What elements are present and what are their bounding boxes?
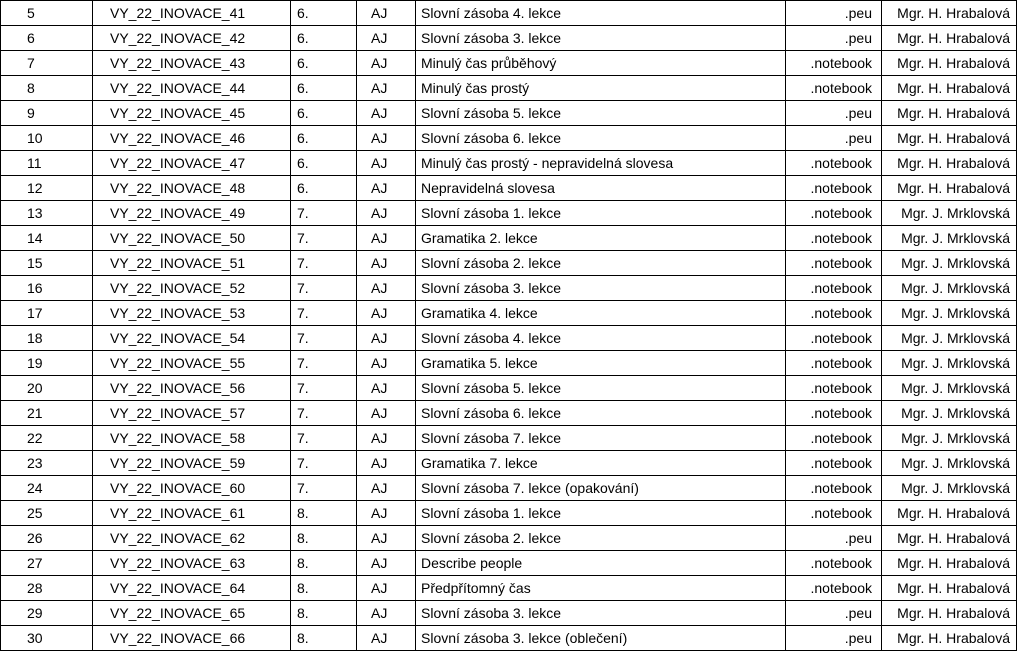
author-cell: Mgr. H. Hrabalová bbox=[882, 526, 1017, 551]
table-row bbox=[1, 526, 1017, 551]
row-number-cell: 29 bbox=[1, 601, 93, 626]
author-cell: Mgr. H. Hrabalová bbox=[882, 551, 1017, 576]
topic-cell: Předpřítomný čas bbox=[416, 576, 786, 601]
grade-cell: 7. bbox=[291, 376, 357, 401]
row-number-cell: 16 bbox=[1, 276, 93, 301]
table-row bbox=[1, 276, 1017, 301]
author-cell: Mgr. H. Hrabalová bbox=[882, 151, 1017, 176]
table-row bbox=[1, 201, 1017, 226]
material-code-cell: VY_22_INOVACE_62 bbox=[93, 526, 291, 551]
material-code-cell: VY_22_INOVACE_53 bbox=[93, 301, 291, 326]
table-row bbox=[1, 301, 1017, 326]
author-cell: Mgr. J. Mrklovská bbox=[882, 301, 1017, 326]
author-cell: Mgr. H. Hrabalová bbox=[882, 101, 1017, 126]
row-number-cell: 30 bbox=[1, 626, 93, 651]
subject-cell: AJ bbox=[357, 401, 416, 426]
topic-cell: Slovní zásoba 4. lekce bbox=[416, 1, 786, 26]
grade-cell: 7. bbox=[291, 476, 357, 501]
row-number-cell: 21 bbox=[1, 401, 93, 426]
file-format-cell: .notebook bbox=[786, 576, 882, 601]
author-cell: Mgr. H. Hrabalová bbox=[882, 51, 1017, 76]
table-row bbox=[1, 401, 1017, 426]
author-cell: Mgr. J. Mrklovská bbox=[882, 476, 1017, 501]
author-cell: Mgr. H. Hrabalová bbox=[882, 576, 1017, 601]
file-format-cell: .notebook bbox=[786, 176, 882, 201]
grade-cell: 7. bbox=[291, 276, 357, 301]
grade-cell: 8. bbox=[291, 501, 357, 526]
material-code-cell: VY_22_INOVACE_50 bbox=[93, 226, 291, 251]
subject-cell: AJ bbox=[357, 76, 416, 101]
grade-cell: 6. bbox=[291, 126, 357, 151]
subject-cell: AJ bbox=[357, 51, 416, 76]
file-format-cell: .peu bbox=[786, 526, 882, 551]
row-number-cell: 14 bbox=[1, 226, 93, 251]
grade-cell: 7. bbox=[291, 226, 357, 251]
topic-cell: Slovní zásoba 3. lekce (oblečení) bbox=[416, 626, 786, 651]
table-row bbox=[1, 76, 1017, 101]
grade-cell: 6. bbox=[291, 51, 357, 76]
file-format-cell: .peu bbox=[786, 126, 882, 151]
subject-cell: AJ bbox=[357, 426, 416, 451]
material-code-cell: VY_22_INOVACE_66 bbox=[93, 626, 291, 651]
subject-cell: AJ bbox=[357, 126, 416, 151]
material-code-cell: VY_22_INOVACE_58 bbox=[93, 426, 291, 451]
material-code-cell: VY_22_INOVACE_63 bbox=[93, 551, 291, 576]
table-row bbox=[1, 351, 1017, 376]
grade-cell: 8. bbox=[291, 626, 357, 651]
topic-cell: Minulý čas prostý - nepravidelná slovesa bbox=[416, 151, 786, 176]
material-code-cell: VY_22_INOVACE_59 bbox=[93, 451, 291, 476]
author-cell: Mgr. H. Hrabalová bbox=[882, 26, 1017, 51]
author-cell: Mgr. J. Mrklovská bbox=[882, 276, 1017, 301]
material-code-cell: VY_22_INOVACE_54 bbox=[93, 326, 291, 351]
row-number-cell: 8 bbox=[1, 76, 93, 101]
file-format-cell: .notebook bbox=[786, 401, 882, 426]
material-code-cell: VY_22_INOVACE_47 bbox=[93, 151, 291, 176]
table-row bbox=[1, 426, 1017, 451]
row-number-cell: 10 bbox=[1, 126, 93, 151]
topic-cell: Gramatika 4. lekce bbox=[416, 301, 786, 326]
material-code-cell: VY_22_INOVACE_46 bbox=[93, 126, 291, 151]
file-format-cell: .notebook bbox=[786, 151, 882, 176]
subject-cell: AJ bbox=[357, 451, 416, 476]
topic-cell: Describe people bbox=[416, 551, 786, 576]
material-code-cell: VY_22_INOVACE_60 bbox=[93, 476, 291, 501]
grade-cell: 6. bbox=[291, 76, 357, 101]
file-format-cell: .peu bbox=[786, 101, 882, 126]
file-format-cell: .notebook bbox=[786, 351, 882, 376]
author-cell: Mgr. J. Mrklovská bbox=[882, 226, 1017, 251]
author-cell: Mgr. H. Hrabalová bbox=[882, 126, 1017, 151]
topic-cell: Minulý čas prostý bbox=[416, 76, 786, 101]
author-cell: Mgr. H. Hrabalová bbox=[882, 1, 1017, 26]
topic-cell: Slovní zásoba 7. lekce (opakování) bbox=[416, 476, 786, 501]
file-format-cell: .notebook bbox=[786, 76, 882, 101]
material-code-cell: VY_22_INOVACE_44 bbox=[93, 76, 291, 101]
material-code-cell: VY_22_INOVACE_61 bbox=[93, 501, 291, 526]
subject-cell: AJ bbox=[357, 151, 416, 176]
topic-cell: Slovní zásoba 2. lekce bbox=[416, 526, 786, 551]
grade-cell: 6. bbox=[291, 151, 357, 176]
topic-cell: Slovní zásoba 1. lekce bbox=[416, 501, 786, 526]
file-format-cell: .peu bbox=[786, 601, 882, 626]
subject-cell: AJ bbox=[357, 376, 416, 401]
row-number-cell: 7 bbox=[1, 51, 93, 76]
row-number-cell: 28 bbox=[1, 576, 93, 601]
author-cell: Mgr. H. Hrabalová bbox=[882, 76, 1017, 101]
file-format-cell: .notebook bbox=[786, 201, 882, 226]
grade-cell: 7. bbox=[291, 426, 357, 451]
subject-cell: AJ bbox=[357, 526, 416, 551]
subject-cell: AJ bbox=[357, 551, 416, 576]
grade-cell: 8. bbox=[291, 576, 357, 601]
material-code-cell: VY_22_INOVACE_51 bbox=[93, 251, 291, 276]
file-format-cell: .notebook bbox=[786, 551, 882, 576]
row-number-cell: 12 bbox=[1, 176, 93, 201]
table-row bbox=[1, 451, 1017, 476]
author-cell: Mgr. H. Hrabalová bbox=[882, 601, 1017, 626]
topic-cell: Slovní zásoba 4. lekce bbox=[416, 326, 786, 351]
author-cell: Mgr. J. Mrklovská bbox=[882, 401, 1017, 426]
row-number-cell: 5 bbox=[1, 1, 93, 26]
grade-cell: 6. bbox=[291, 101, 357, 126]
row-number-cell: 15 bbox=[1, 251, 93, 276]
grade-cell: 7. bbox=[291, 326, 357, 351]
grade-cell: 8. bbox=[291, 526, 357, 551]
table-row bbox=[1, 601, 1017, 626]
material-code-cell: VY_22_INOVACE_48 bbox=[93, 176, 291, 201]
author-cell: Mgr. J. Mrklovská bbox=[882, 326, 1017, 351]
table-row bbox=[1, 476, 1017, 501]
grade-cell: 6. bbox=[291, 1, 357, 26]
file-format-cell: .notebook bbox=[786, 501, 882, 526]
topic-cell: Gramatika 7. lekce bbox=[416, 451, 786, 476]
topic-cell: Slovní zásoba 7. lekce bbox=[416, 426, 786, 451]
file-format-cell: .peu bbox=[786, 26, 882, 51]
row-number-cell: 17 bbox=[1, 301, 93, 326]
grade-cell: 7. bbox=[291, 251, 357, 276]
material-code-cell: VY_22_INOVACE_55 bbox=[93, 351, 291, 376]
file-format-cell: .notebook bbox=[786, 251, 882, 276]
file-format-cell: .peu bbox=[786, 626, 882, 651]
grade-cell: 7. bbox=[291, 351, 357, 376]
row-number-cell: 13 bbox=[1, 201, 93, 226]
row-number-cell: 20 bbox=[1, 376, 93, 401]
subject-cell: AJ bbox=[357, 351, 416, 376]
grade-cell: 8. bbox=[291, 601, 357, 626]
file-format-cell: .peu bbox=[786, 1, 882, 26]
author-cell: Mgr. J. Mrklovská bbox=[882, 251, 1017, 276]
author-cell: Mgr. J. Mrklovská bbox=[882, 451, 1017, 476]
subject-cell: AJ bbox=[357, 626, 416, 651]
row-number-cell: 26 bbox=[1, 526, 93, 551]
subject-cell: AJ bbox=[357, 601, 416, 626]
table-row bbox=[1, 251, 1017, 276]
topic-cell: Slovní zásoba 3. lekce bbox=[416, 276, 786, 301]
row-number-cell: 9 bbox=[1, 101, 93, 126]
subject-cell: AJ bbox=[357, 501, 416, 526]
grade-cell: 6. bbox=[291, 26, 357, 51]
table-row bbox=[1, 501, 1017, 526]
author-cell: Mgr. J. Mrklovská bbox=[882, 351, 1017, 376]
file-format-cell: .notebook bbox=[786, 451, 882, 476]
topic-cell: Gramatika 2. lekce bbox=[416, 226, 786, 251]
material-code-cell: VY_22_INOVACE_64 bbox=[93, 576, 291, 601]
topic-cell: Slovní zásoba 5. lekce bbox=[416, 101, 786, 126]
material-code-cell: VY_22_INOVACE_56 bbox=[93, 376, 291, 401]
row-number-cell: 18 bbox=[1, 326, 93, 351]
subject-cell: AJ bbox=[357, 476, 416, 501]
subject-cell: AJ bbox=[357, 326, 416, 351]
row-number-cell: 27 bbox=[1, 551, 93, 576]
subject-cell: AJ bbox=[357, 226, 416, 251]
material-code-cell: VY_22_INOVACE_65 bbox=[93, 601, 291, 626]
file-format-cell: .notebook bbox=[786, 476, 882, 501]
table-row bbox=[1, 576, 1017, 601]
file-format-cell: .notebook bbox=[786, 51, 882, 76]
table-row bbox=[1, 551, 1017, 576]
file-format-cell: .notebook bbox=[786, 301, 882, 326]
subject-cell: AJ bbox=[357, 201, 416, 226]
table-body bbox=[1, 1, 1017, 651]
grade-cell: 7. bbox=[291, 301, 357, 326]
table-row bbox=[1, 326, 1017, 351]
material-code-cell: VY_22_INOVACE_43 bbox=[93, 51, 291, 76]
material-code-cell: VY_22_INOVACE_42 bbox=[93, 26, 291, 51]
material-code-cell: VY_22_INOVACE_45 bbox=[93, 101, 291, 126]
subject-cell: AJ bbox=[357, 251, 416, 276]
table-row bbox=[1, 26, 1017, 51]
topic-cell: Slovní zásoba 5. lekce bbox=[416, 376, 786, 401]
table-row bbox=[1, 1, 1017, 26]
subject-cell: AJ bbox=[357, 1, 416, 26]
file-format-cell: .notebook bbox=[786, 276, 882, 301]
material-code-cell: VY_22_INOVACE_57 bbox=[93, 401, 291, 426]
material-code-cell: VY_22_INOVACE_52 bbox=[93, 276, 291, 301]
row-number-cell: 11 bbox=[1, 151, 93, 176]
grade-cell: 7. bbox=[291, 451, 357, 476]
file-format-cell: .notebook bbox=[786, 326, 882, 351]
table-row bbox=[1, 101, 1017, 126]
author-cell: Mgr. J. Mrklovská bbox=[882, 426, 1017, 451]
file-format-cell: .notebook bbox=[786, 226, 882, 251]
grade-cell: 8. bbox=[291, 551, 357, 576]
subject-cell: AJ bbox=[357, 276, 416, 301]
subject-cell: AJ bbox=[357, 101, 416, 126]
row-number-cell: 24 bbox=[1, 476, 93, 501]
material-code-cell: VY_22_INOVACE_41 bbox=[93, 1, 291, 26]
material-code-cell: VY_22_INOVACE_49 bbox=[93, 201, 291, 226]
grade-cell: 6. bbox=[291, 176, 357, 201]
author-cell: Mgr. J. Mrklovská bbox=[882, 201, 1017, 226]
subject-cell: AJ bbox=[357, 301, 416, 326]
topic-cell: Slovní zásoba 1. lekce bbox=[416, 201, 786, 226]
author-cell: Mgr. H. Hrabalová bbox=[882, 626, 1017, 651]
table-row bbox=[1, 151, 1017, 176]
topic-cell: Slovní zásoba 3. lekce bbox=[416, 26, 786, 51]
file-format-cell: .notebook bbox=[786, 426, 882, 451]
table-row bbox=[1, 226, 1017, 251]
row-number-cell: 25 bbox=[1, 501, 93, 526]
subject-cell: AJ bbox=[357, 176, 416, 201]
row-number-cell: 22 bbox=[1, 426, 93, 451]
subject-cell: AJ bbox=[357, 576, 416, 601]
row-number-cell: 23 bbox=[1, 451, 93, 476]
topic-cell: Slovní zásoba 6. lekce bbox=[416, 401, 786, 426]
topic-cell: Slovní zásoba 6. lekce bbox=[416, 126, 786, 151]
author-cell: Mgr. J. Mrklovská bbox=[882, 376, 1017, 401]
table-row bbox=[1, 176, 1017, 201]
author-cell: Mgr. H. Hrabalová bbox=[882, 176, 1017, 201]
row-number-cell: 6 bbox=[1, 26, 93, 51]
topic-cell: Slovní zásoba 3. lekce bbox=[416, 601, 786, 626]
grade-cell: 7. bbox=[291, 401, 357, 426]
author-cell: Mgr. H. Hrabalová bbox=[882, 501, 1017, 526]
topic-cell: Minulý čas průběhový bbox=[416, 51, 786, 76]
topic-cell: Nepravidelná slovesa bbox=[416, 176, 786, 201]
table-row bbox=[1, 126, 1017, 151]
grade-cell: 7. bbox=[291, 201, 357, 226]
table-row bbox=[1, 626, 1017, 651]
table-row bbox=[1, 376, 1017, 401]
subject-cell: AJ bbox=[357, 26, 416, 51]
topic-cell: Slovní zásoba 2. lekce bbox=[416, 251, 786, 276]
row-number-cell: 19 bbox=[1, 351, 93, 376]
file-format-cell: .notebook bbox=[786, 376, 882, 401]
topic-cell: Gramatika 5. lekce bbox=[416, 351, 786, 376]
table-row bbox=[1, 51, 1017, 76]
